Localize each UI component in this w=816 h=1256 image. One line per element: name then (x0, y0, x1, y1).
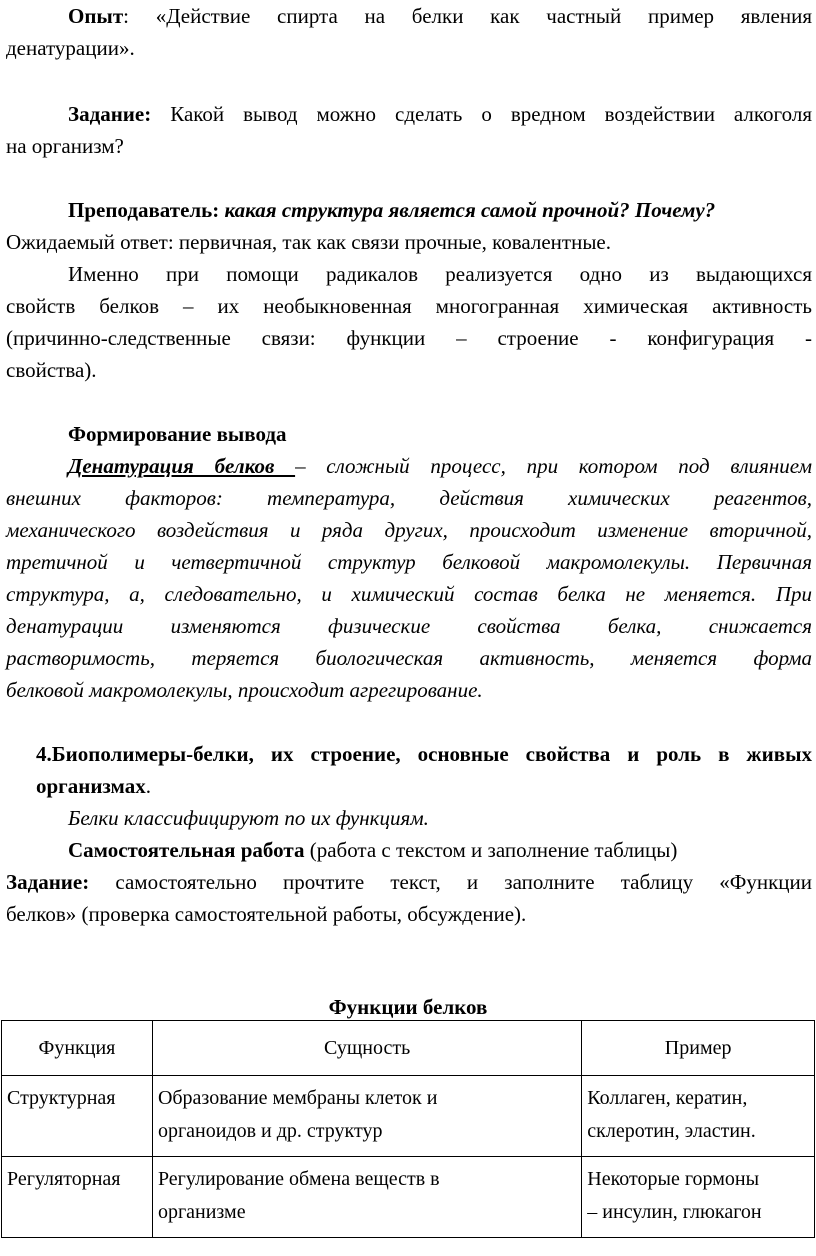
radicals-line-3: (причинно-следственные связи: функции – строение - конфигурация - (6, 326, 812, 350)
section4-heading-line-1: 4.Биополимеры-белки, их строение, основные свойства и роль в живых (36, 742, 812, 766)
task1-label: Задание: (68, 102, 152, 126)
conclusion-line-1 (68, 453, 812, 479)
cell-example-line: Некоторые гормоны (587, 1168, 760, 1190)
section4-heading-line-2 (36, 773, 816, 799)
cell-example (582, 1157, 815, 1238)
cell-essence-line: Регулирование обмена веществ в (157, 1168, 440, 1190)
conclusion-line-4: третичной и четвертичной структур белковой макромолекулы. Первичная (6, 550, 812, 574)
conclusion-dash: – (295, 454, 327, 478)
cell-essence-line: организме (157, 1201, 246, 1223)
denaturation-term: Денатурация белков (68, 454, 296, 478)
cell-essence (152, 1076, 581, 1157)
independent-work-line (68, 837, 816, 863)
task2-text: самостоятельно прочтите текст, и заполните таблицу «Функции (89, 870, 812, 894)
section4-heading-end: организмах (36, 774, 146, 798)
independent-label: Самостоятельная работа (68, 838, 305, 862)
experiment-line-2: денатурации». (6, 36, 135, 60)
conclusion-line-6: денатурации изменяются физические свойства белка, снижается (6, 614, 812, 638)
teacher-question: какая структура является самой прочной? Почему? (219, 198, 716, 222)
table-row (2, 1157, 815, 1238)
header-essence: Сущность (152, 1021, 581, 1076)
task1-line-2: на организм? (6, 134, 124, 158)
radicals-line-1: Именно при помощи радикалов реализуется одно из выдающихся (68, 262, 812, 286)
cell-function: Регуляторная (2, 1157, 153, 1238)
table-title: Функции белков (328, 995, 488, 1019)
cell-example-line: – инсулин, глюкагон (587, 1201, 762, 1223)
conclusion-line-2: внешних факторов: температура, действия химических реагентов, (6, 486, 812, 510)
conclusion-line-5: структура, а, следовательно, и химический состав белка не меняется. При (6, 582, 812, 606)
experiment-text: : «Действие спирта на белки как частный пример явления (123, 4, 812, 28)
cell-example (582, 1076, 815, 1157)
section4-heading-period: . (145, 774, 151, 798)
teacher-question-line (68, 197, 816, 223)
conclusion-line-8: белковой макромолекулы, происходит агрегирование. (6, 678, 483, 702)
conclusion-line-7: растворимость, теряется биологическая активность, меняется форма (6, 646, 812, 670)
experiment-line-1 (68, 3, 812, 29)
task2-line-1 (6, 869, 812, 895)
conclusion-line-3: механического воздействия и ряда других, происходит изменение вторичной, (6, 518, 812, 542)
table-header-row (2, 1021, 815, 1076)
task2-line-2: белков» (проверка самостоятельной работы, обсуждение). (6, 902, 527, 926)
header-function: Функция (2, 1021, 153, 1076)
conclusion-first-line-rest: сложный процесс, при котором под влиянием (326, 454, 813, 478)
conclusion-heading: Формирование вывода (68, 422, 287, 446)
task1-line-1 (68, 101, 812, 127)
expected-answer: Ожидаемый ответ: первичная, так как связи прочные, ковалентные. (6, 230, 612, 254)
task2-label: Задание: (6, 870, 90, 894)
teacher-label: Преподаватель: (68, 198, 220, 222)
cell-example-line: склеротин, эластин. (587, 1120, 756, 1142)
classify-line: Белки классифицируют по их функциям. (68, 806, 429, 830)
table-row (2, 1076, 815, 1157)
task1-text: Какой вывод можно сделать о вредном воздействии алкоголя (151, 102, 812, 126)
cell-function: Структурная (2, 1076, 153, 1157)
functions-table (1, 1020, 815, 1238)
cell-example-line: Коллаген, кератин, (587, 1087, 748, 1109)
cell-essence-line: органоидов и др. структур (157, 1120, 383, 1142)
experiment-label: Опыт (68, 4, 124, 28)
independent-text: (работа с текстом и заполнение таблицы) (304, 838, 678, 862)
radicals-line-2: свойств белков – их необыкновенная многогранная химическая активность (6, 294, 812, 318)
header-example: Пример (582, 1021, 815, 1076)
cell-essence (152, 1157, 581, 1238)
radicals-line-4: свойства). (6, 358, 97, 382)
cell-essence-line: Образование мембраны клеток и (157, 1087, 438, 1109)
